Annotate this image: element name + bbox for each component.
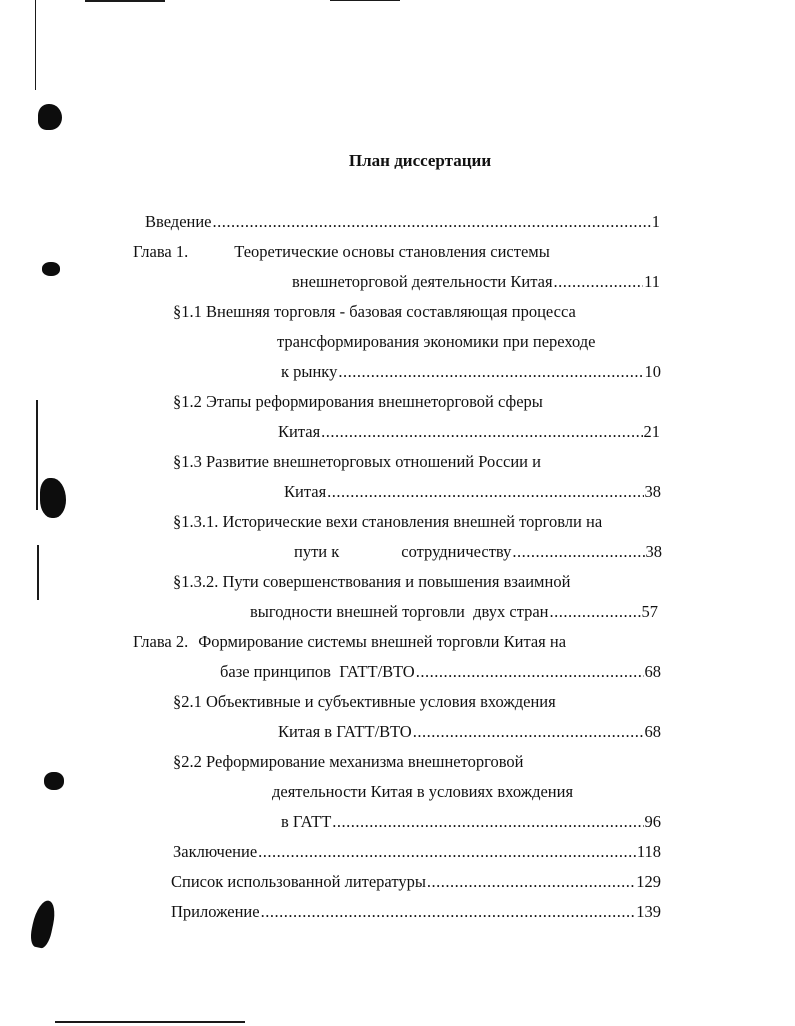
toc-entry-page: 96: [644, 812, 661, 831]
toc-section: [173, 302, 576, 322]
toc-entry-text: Список использованной литературы: [171, 872, 426, 891]
toc-entry-page: 38: [645, 542, 662, 561]
toc-entry-appendix: [171, 902, 661, 922]
toc-entry: [220, 662, 661, 682]
toc-entry-text: §2.2 Реформирование механизма внешнеторговой: [173, 752, 524, 771]
toc-entry-text: §1.3.1. Исторические вехи становления внешней торговли на: [173, 512, 603, 531]
toc-entry-conclusion: [173, 842, 661, 862]
toc-entry-text: к рынку: [281, 362, 338, 381]
toc-entry-page: 68: [644, 662, 661, 681]
punch-hole-mark: [38, 104, 62, 130]
punch-hole-mark: [40, 478, 66, 518]
scan-bottom-line: [55, 1021, 245, 1023]
toc-entry-introduction: [145, 212, 660, 232]
toc-entry-text: §2.1 Объективные и субъективные условия вхождения: [173, 692, 556, 711]
toc-entry: [250, 602, 658, 622]
toc-entry-text: выгодности внешней торговли двух стран: [250, 602, 549, 621]
punch-hole-mark: [44, 772, 64, 790]
scan-left-margin-line: [36, 400, 38, 510]
toc-entry: [281, 812, 661, 832]
toc-entry-text: Формирование системы внешней торговли Китая на: [198, 632, 567, 651]
toc-entry-page: 139: [636, 902, 661, 921]
toc-entry-text: пути к: [294, 542, 340, 561]
chapter-label: Глава 1.: [133, 242, 189, 261]
toc-entry-bibliography: [171, 872, 661, 892]
toc-entry-text: трансформирования экономики при переходе: [277, 332, 596, 351]
toc-subsection: [173, 572, 570, 592]
toc-entry-page: 68: [644, 722, 661, 741]
toc-section-continued: [272, 782, 573, 802]
toc-entry-page: 21: [643, 422, 660, 441]
toc-section: [173, 392, 543, 412]
toc-entry-text: сотрудничеству: [401, 542, 512, 561]
toc-entry-text: §1.3.2. Пути совершенствования и повышения взаимной: [173, 572, 571, 591]
toc-entry-page: 118: [636, 842, 661, 861]
toc-entry-page: 57: [641, 602, 658, 621]
toc-entry-text: в ГАТТ: [281, 812, 332, 831]
toc-section: [173, 752, 524, 772]
toc-subsection: [173, 512, 602, 532]
scan-left-margin-line: [37, 545, 39, 600]
toc-entry-page: 1: [651, 212, 660, 231]
toc-section-continued: [277, 332, 596, 352]
toc-entry-text: Приложение: [171, 902, 260, 921]
toc-entry-page: 129: [636, 872, 661, 891]
toc-entry: [284, 482, 661, 502]
toc-entry-text: Китая: [284, 482, 327, 501]
toc-entry-text: Китая в ГАТТ/ВТО: [278, 722, 412, 741]
toc-entry-page: 10: [644, 362, 661, 381]
toc-entry-text: Китая: [278, 422, 321, 441]
toc-entry: [278, 422, 660, 442]
toc-section: [173, 692, 556, 712]
toc-section: [173, 452, 541, 472]
toc-entry-page: 38: [644, 482, 661, 501]
toc-entry: [278, 722, 661, 742]
scan-left-margin-line: [35, 0, 36, 90]
toc-entry-text: внешнеторговой деятельности Китая: [292, 272, 553, 291]
toc-entry-text: §1.2 Этапы реформирования внешнеторговой сферы: [173, 392, 543, 411]
toc-entry-text: Теоретические основы становления системы: [234, 242, 550, 261]
toc-entry-page: 11: [644, 272, 660, 291]
toc-entry: [292, 272, 660, 292]
chapter-label: Глава 2.: [133, 632, 189, 651]
toc-entry-text: §1.1 Внешняя торговля - базовая составляющая процесса: [173, 302, 576, 321]
scan-top-line: [85, 0, 165, 2]
toc-entry-text: базе принципов ГАТТ/ВТО: [220, 662, 415, 681]
toc-entry-text: деятельности Китая в условиях вхождения: [272, 782, 574, 801]
toc-chapter-2-heading: [133, 632, 566, 652]
toc-entry: [281, 362, 661, 382]
page-title: План диссертации: [348, 151, 492, 170]
punch-hole-mark: [42, 262, 60, 276]
toc-entry: [294, 542, 662, 562]
toc-entry-text: Введение: [145, 212, 212, 231]
toc-chapter-1-heading: [133, 242, 550, 262]
punch-hole-mark: [28, 898, 58, 949]
toc-entry-text: Заключение: [173, 842, 258, 861]
scan-top-line: [330, 0, 400, 1]
toc-entry-text: §1.3 Развитие внешнеторговых отношений России и: [173, 452, 541, 471]
